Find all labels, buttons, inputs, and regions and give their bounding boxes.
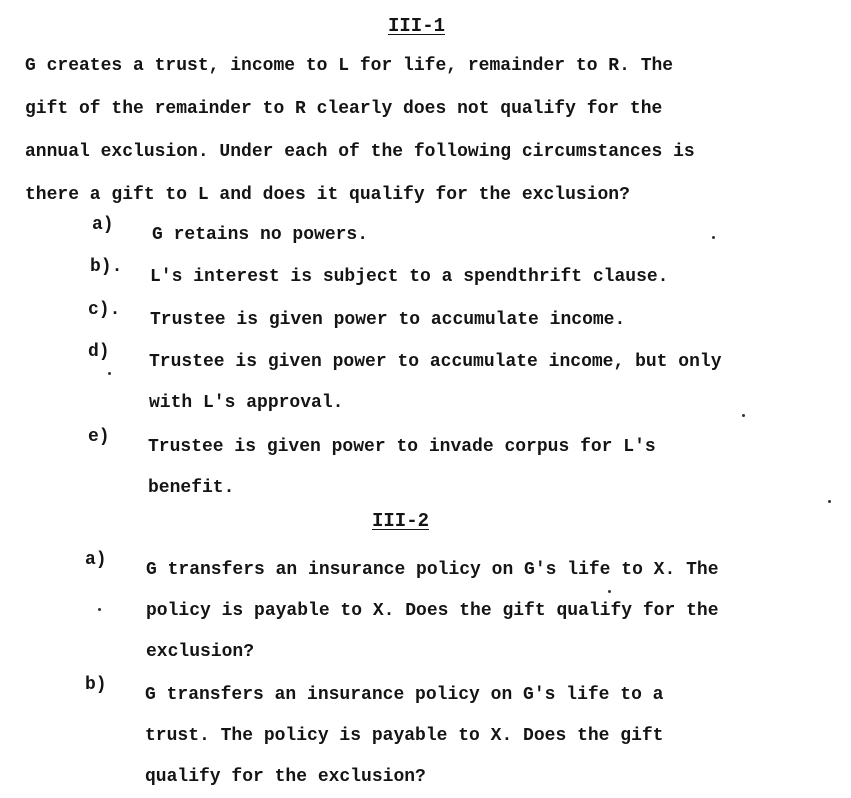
item-text	[148, 427, 656, 509]
intro-paragraph	[25, 45, 825, 217]
item-line: G transfers an insurance policy on G's life to X. The	[146, 560, 719, 580]
section-heading-1: III-1	[388, 15, 446, 37]
item-text	[149, 342, 722, 424]
item-text	[150, 257, 668, 298]
item-line: Trustee is given power to accumulate income.	[150, 310, 626, 330]
item-marker: b)	[85, 675, 107, 695]
item-line: policy is payable to X. Does the gift qualify for the	[146, 601, 719, 621]
scan-speck	[108, 372, 111, 375]
item-line: qualify for the exclusion?	[145, 767, 426, 787]
item-marker: a)	[92, 215, 114, 235]
item-line: trust. The policy is payable to X. Does the gift	[145, 726, 664, 746]
item-line: Trustee is given power to accumulate income, but only	[149, 352, 722, 372]
item-text	[145, 675, 663, 798]
item-line: G transfers an insurance policy on G's life to a	[145, 685, 664, 705]
paragraph-line: there a gift to L and does it qualify for the exclusion?	[25, 185, 630, 205]
paragraph-line: G creates a trust, income to L for life, remainder to R. The	[25, 56, 674, 76]
paragraph-line: annual exclusion. Under each of the following circumstances is	[25, 142, 695, 162]
section-heading-2: III-2	[372, 510, 430, 532]
scan-speck	[742, 414, 745, 417]
item-marker: e)	[88, 427, 110, 447]
item-line: with L's approval.	[149, 393, 344, 413]
item-text	[152, 215, 368, 256]
item-marker: d)	[88, 342, 110, 362]
paragraph-line: gift of the remainder to R clearly does not qualify for the	[25, 99, 663, 119]
item-line: Trustee is given power to invade corpus for L's	[148, 437, 656, 457]
item-line: L's interest is subject to a spendthrift clause.	[150, 267, 669, 287]
item-text	[150, 300, 625, 341]
item-line: benefit.	[148, 478, 235, 498]
item-marker: a)	[85, 550, 107, 570]
item-text	[146, 550, 719, 673]
item-line: G retains no powers.	[152, 225, 369, 245]
item-line: exclusion?	[146, 642, 255, 662]
scan-speck	[712, 236, 715, 239]
scan-speck	[98, 608, 101, 611]
scan-speck	[608, 590, 611, 593]
scan-speck	[828, 500, 831, 503]
item-marker: c).	[88, 300, 121, 320]
item-marker: b).	[90, 257, 123, 277]
